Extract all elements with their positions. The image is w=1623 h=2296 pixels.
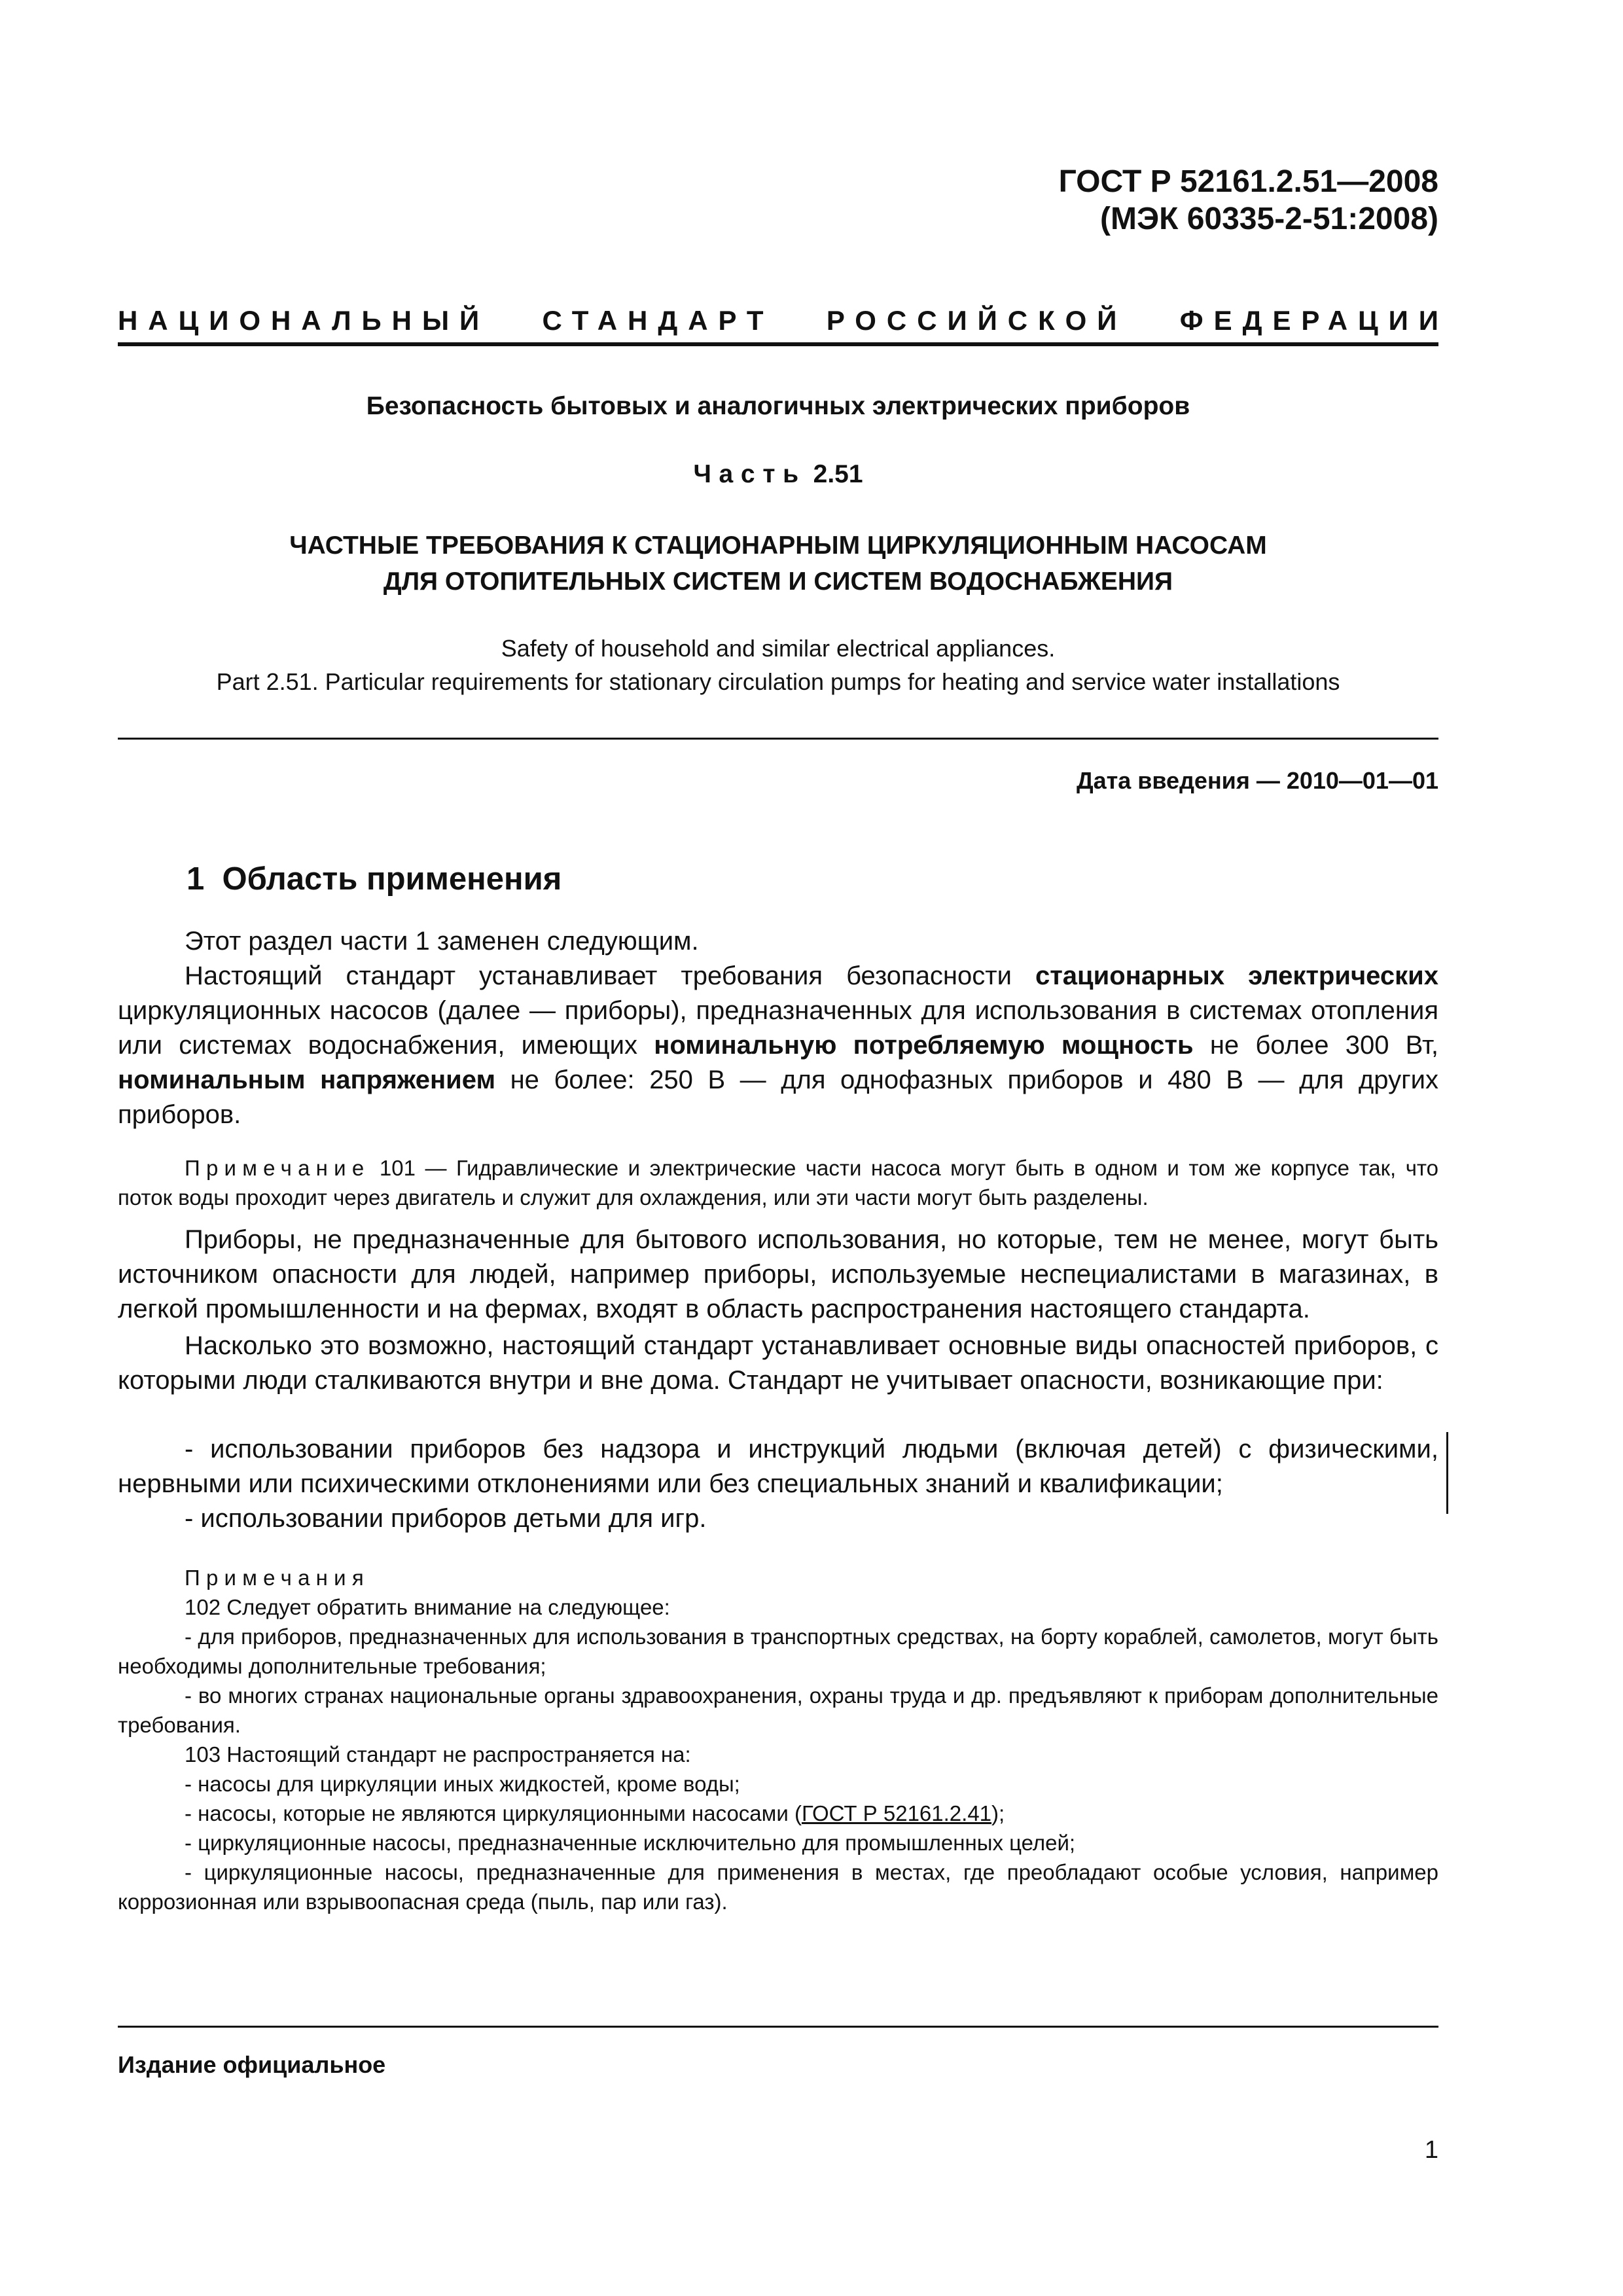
notes-label-text: Примечания <box>185 1566 370 1590</box>
english-title <box>118 632 1438 698</box>
list-item-unsupervised: - использовании приборов без надзора и инструкций людьми (включая детей) с физическими, нервными или психическими отклонениями или без специальных знаний и квалификации; <box>118 1435 1438 1498</box>
scope-text-c: циркуляционных насосов (далее — приборы), предназначенных для использования в системах отопления или системах водоснабжения, имеющих <box>118 996 1438 1060</box>
gost-link[interactable]: ГОСТ Р 52161.2.41 <box>801 1801 992 1825</box>
note-101-label: Примечание <box>185 1156 370 1180</box>
part-heading <box>118 458 1438 491</box>
introduction-date: Дата введения — 2010—01—01 <box>1076 767 1438 794</box>
official-edition: Издание официальное <box>118 2051 386 2078</box>
note-103-item-non-circulation <box>118 1799 1438 1828</box>
part-number: 2.51 <box>813 460 863 488</box>
english-title-line-2: Part 2.51. Particular requirements for stationary circulation pumps for heating and service water installations <box>216 668 1340 695</box>
title-line-1: ЧАСТНЫЕ ТРЕБОВАНИЯ К СТАЦИОНАРНЫМ ЦИРКУЛЯЦИОННЫМ НАСОСАМ <box>289 531 1267 560</box>
note-103: 103 Настоящий стандарт не распространяется на: <box>185 1742 691 1767</box>
note-102-item-transport: - для приборов, предназначенных для использования в транспортных средствах, на борту кораблей, самолетов, могут быть необходимы дополнительные требования; <box>118 1624 1438 1678</box>
change-bar <box>1446 1432 1448 1514</box>
paragraph-hazards: Насколько это возможно, настоящий стандарт устанавливает основные виды опасностей приборов, с которыми люди сталкиваются внутри и вне дома. Стандарт не учитывает опасности, возникающие при: <box>118 1331 1438 1395</box>
standard-code: ГОСТ Р 52161.2.51—2008 <box>1058 164 1438 199</box>
banner-word-3: РОССИЙСКОЙ <box>826 305 1128 336</box>
note-101 <box>118 1153 1438 1212</box>
scope-text-d: не более 300 Вт, <box>1193 1031 1439 1060</box>
paragraph-non-household: Приборы, не предназначенные для бытового использования, но которые, тем не менее, могут быть источником опасности для людей, например приборы, используемые неспециалистами в магазинах, в легкой промышленности и на фермах, входят в область распространения настоящего стандарта. <box>118 1225 1438 1323</box>
note-103-b-pre: - насосы, которые не являются циркуляционными насосами ( <box>185 1801 802 1825</box>
document-subject: Безопасность бытовых и аналогичных электрических приборов <box>366 392 1190 420</box>
paragraph-scope <box>118 959 1438 1132</box>
national-standard-banner <box>118 304 1449 338</box>
note-101-text: 101 — Гидравлические и электрические части насоса могут быть в одном и том же корпусе так, что поток воды проходит через двигатель и служит для охлаждения, или эти части могут быть разделены. <box>118 1156 1438 1210</box>
note-102: 102 Следует обратить внимание на следующее: <box>185 1595 670 1619</box>
english-title-line-1: Safety of household and similar electrical appliances. <box>501 635 1056 662</box>
banner-word-2: СТАНДАРТ <box>542 305 774 336</box>
banner-rule <box>118 342 1438 346</box>
banner-word-1: НАЦИОНАЛЬНЫЙ <box>118 305 490 336</box>
scope-term-stationary: стационарных электрических <box>1035 961 1438 990</box>
note-103-b-post: ); <box>991 1801 1005 1825</box>
scope-text-e: не более: 250 В — для однофазных приборов и 480 В — для других приборов. <box>118 1066 1439 1129</box>
section-number: 1 <box>187 861 205 897</box>
note-103-item-industrial: - циркуляционные насосы, предназначенные исключительно для промышленных целей; <box>185 1831 1076 1855</box>
part-word: Часть <box>693 460 806 488</box>
scope-term-voltage: номинальным напряжением <box>118 1066 496 1094</box>
list-item-children: - использовании приборов детьми для игр. <box>185 1504 707 1533</box>
document-title <box>118 528 1438 600</box>
scope-term-power: номинальную потребляемую мощность <box>654 1031 1194 1060</box>
section-title: Область применения <box>222 861 562 897</box>
note-103-item-special: - циркуляционные насосы, предназначенные для применения в местах, где преобладают особые условия, например коррозионная или взрывоопасная среда (пыль, пар или газ). <box>118 1860 1438 1914</box>
page-number: 1 <box>1424 2136 1438 2164</box>
paragraph-replacement: Этот раздел части 1 заменен следующим. <box>185 927 699 956</box>
scope-text-a: Настоящий стандарт устанавливает требования безопасности <box>185 961 1035 990</box>
title-rule <box>118 738 1438 740</box>
note-102-item-national: - во многих странах национальные органы здравоохранения, охраны труда и др. предъявляют к приборам дополнительные требования. <box>118 1683 1438 1737</box>
note-103-item-liquids: - насосы для циркуляции иных жидкостей, кроме воды; <box>185 1772 740 1796</box>
iec-code: (МЭК 60335-2-51:2008) <box>1099 202 1438 236</box>
title-line-2: ДЛЯ ОТОПИТЕЛЬНЫХ СИСТЕМ И СИСТЕМ ВОДОСНАБЖЕНИЯ <box>383 567 1173 596</box>
footer-rule <box>118 2026 1438 2028</box>
section-heading <box>187 859 562 899</box>
banner-word-4: ФЕДЕРАЦИИ <box>1179 305 1449 336</box>
notes-label <box>118 1563 1438 1592</box>
